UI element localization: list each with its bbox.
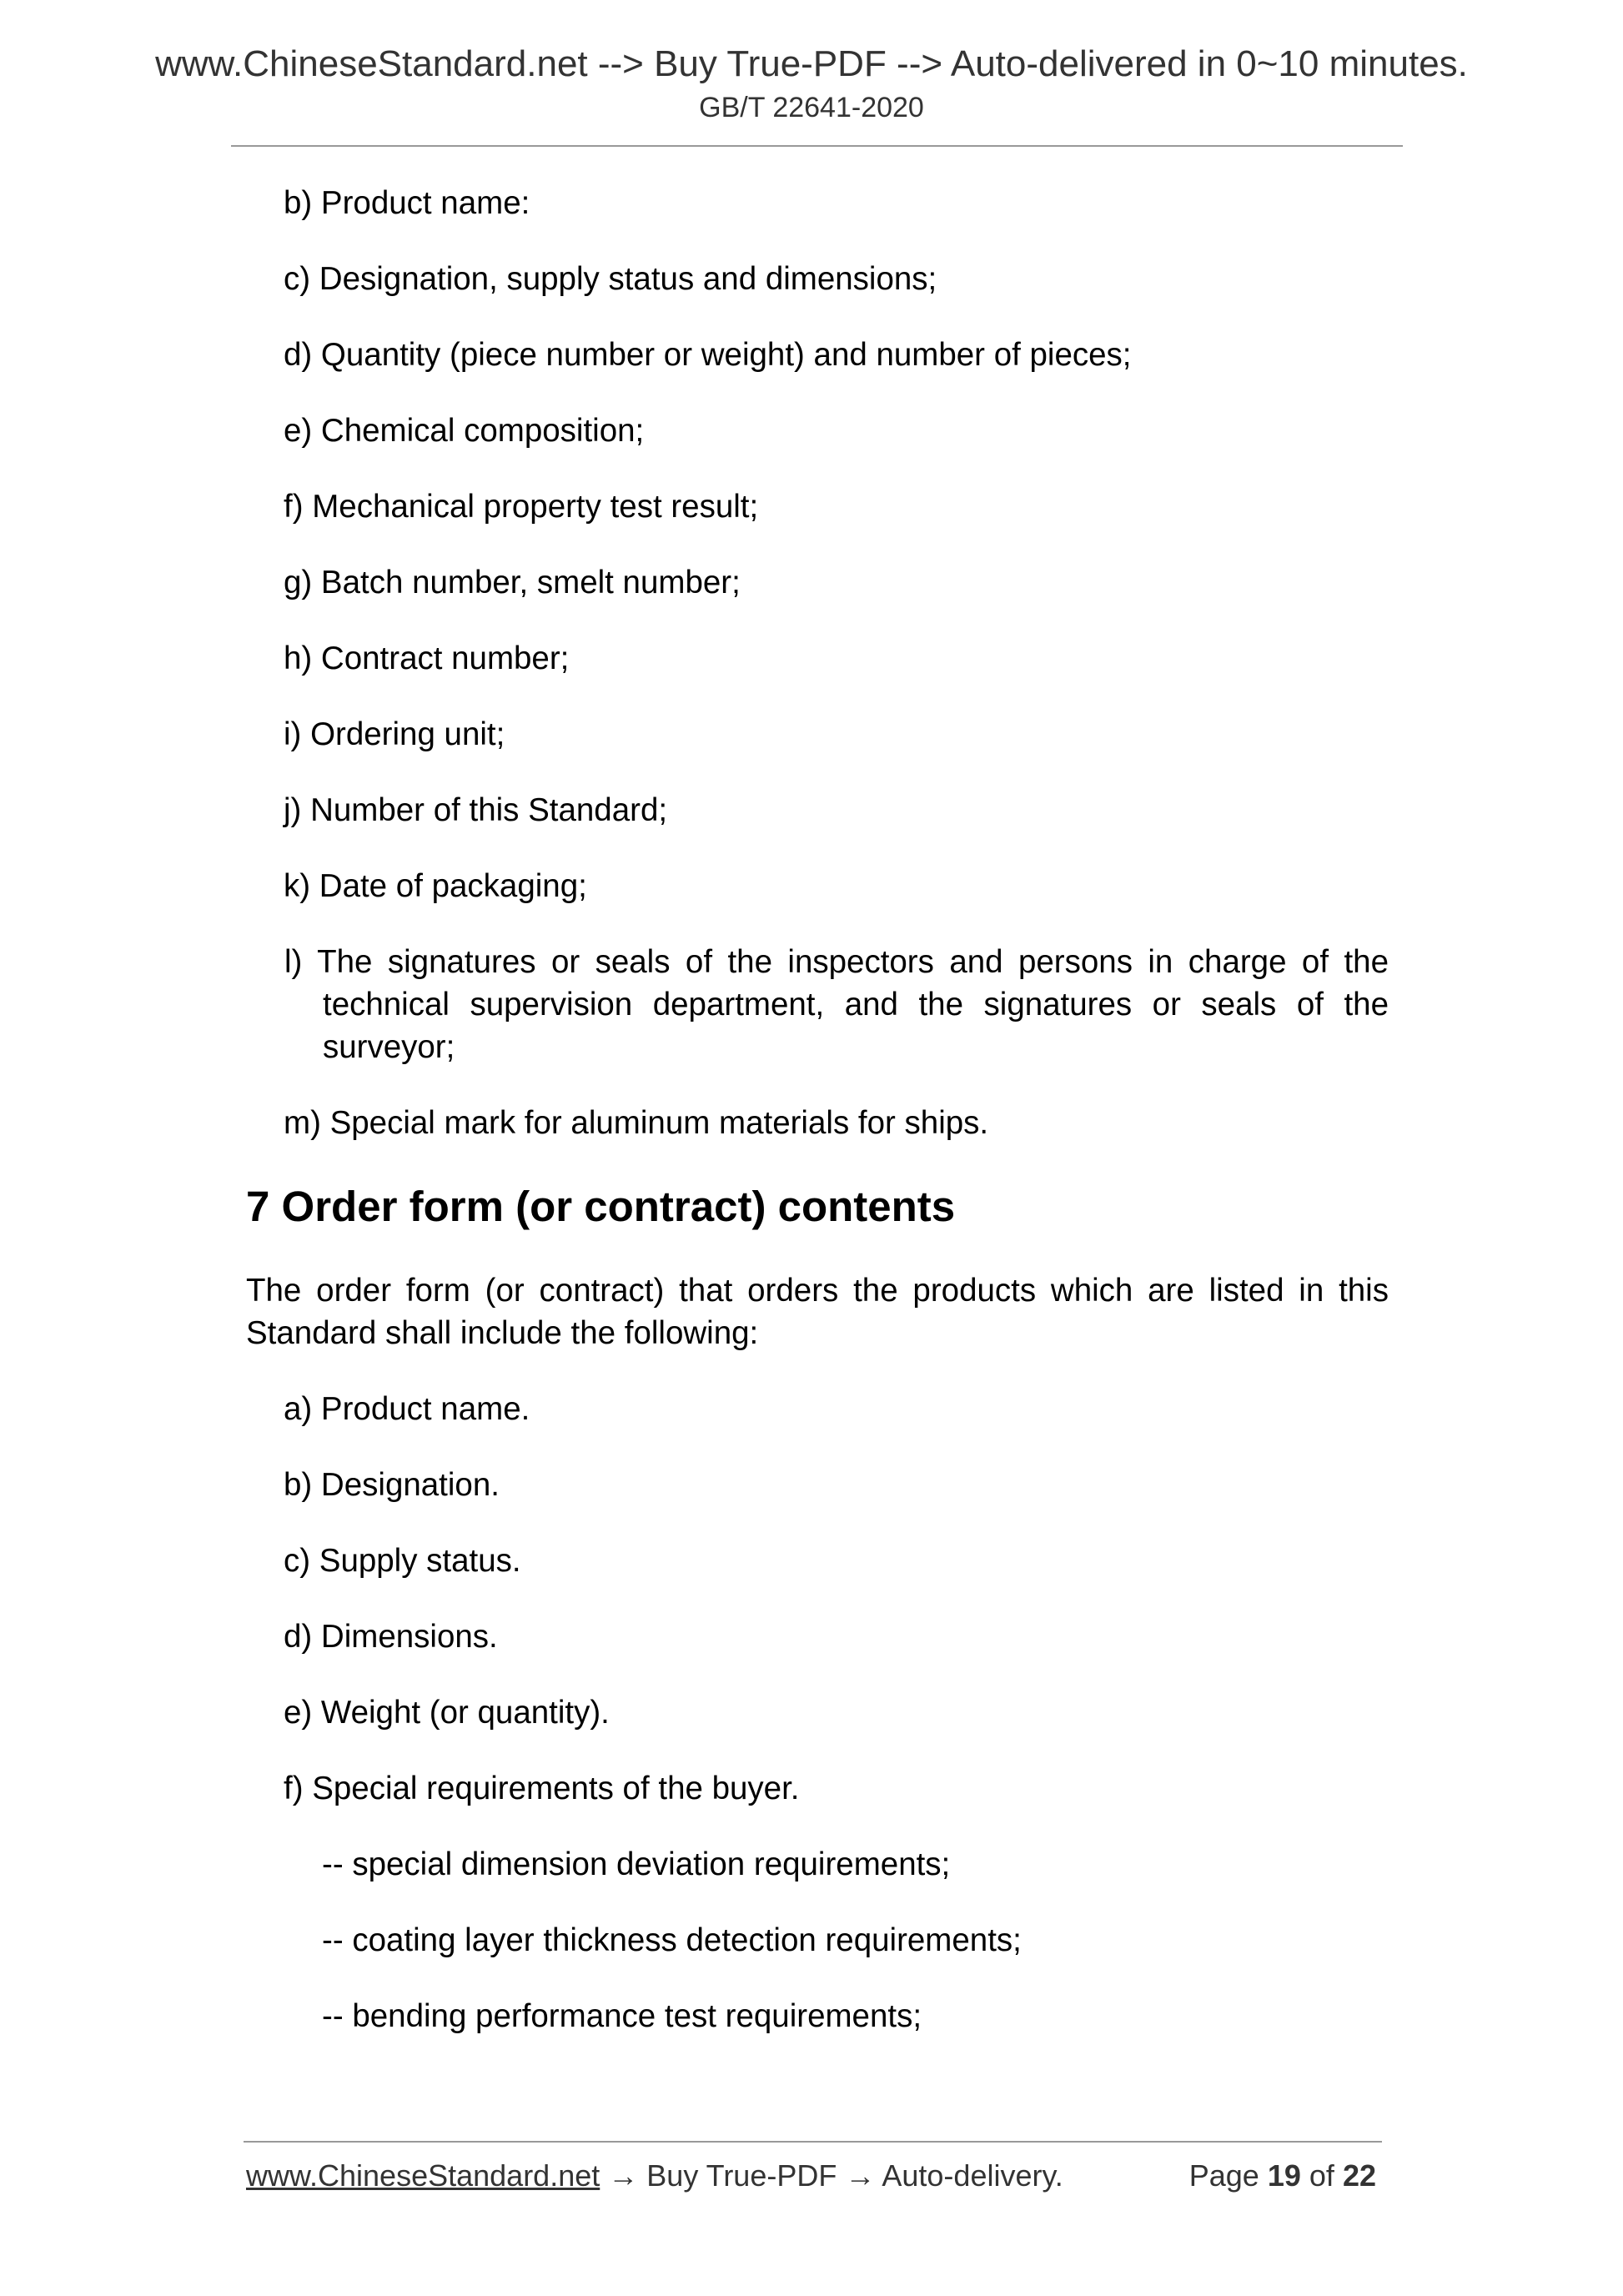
- list-item: b) Product name:: [284, 185, 530, 221]
- page-current: 19: [1267, 2158, 1301, 2193]
- footer-buy-text: Buy True-PDF: [646, 2158, 837, 2193]
- header-divider: [231, 145, 1403, 147]
- list-item: d) Quantity (piece number or weight) and number of pieces;: [284, 337, 1132, 373]
- page-of-label: of: [1309, 2158, 1334, 2193]
- page-label: Page: [1188, 2158, 1259, 2193]
- list-item: j) Number of this Standard;: [284, 792, 668, 828]
- list-item: k) Date of packaging;: [284, 868, 587, 904]
- list-item: c) Designation, supply status and dimensions;: [284, 261, 937, 297]
- page-content: [246, 167, 1389, 2037]
- page-total: 22: [1342, 2158, 1376, 2193]
- document-code: GB/T 22641-2020: [699, 92, 924, 123]
- list-item: e) Chemical composition;: [284, 413, 645, 449]
- section-heading: 7 Order form (or contract) contents: [246, 1183, 956, 1230]
- page-indicator: [1189, 2158, 1376, 2193]
- list-item: f) Special requirements of the buyer.: [284, 1771, 800, 1806]
- footer-divider: [244, 2141, 1382, 2143]
- list-item: a) Product name.: [284, 1391, 530, 1427]
- list-item: f) Mechanical property test result;: [284, 489, 759, 525]
- list-item: m) Special mark for aluminum materials for ships.: [284, 1105, 989, 1141]
- list-item: l) The signatures or seals of the inspectors and persons in charge of the technical supervision department, and the signatures or seals of the surveyor;: [284, 944, 1389, 1065]
- list-item: g) Batch number, smelt number;: [284, 565, 741, 600]
- section-intro: The order form (or contract) that orders the products which are listed in this Standard shall include the following:: [246, 1273, 1389, 1351]
- list-item: i) Ordering unit;: [284, 716, 505, 752]
- footer: [246, 2158, 1384, 2193]
- list-item: b) Designation.: [284, 1467, 500, 1503]
- arrow-right-icon: →: [845, 2158, 876, 2193]
- list-item: e) Weight (or quantity).: [284, 1695, 610, 1731]
- footer-site-link[interactable]: www.ChineseStandard.net: [246, 2158, 600, 2193]
- list-item: h) Contract number;: [284, 641, 570, 676]
- arrow-right-icon: →: [608, 2158, 639, 2193]
- sub-list-item: -- bending performance test requirements;: [322, 1998, 922, 2034]
- header-banner: www.ChineseStandard.net --> Buy True-PDF --> Auto-delivered in 0~10 minutes.: [155, 43, 1468, 84]
- sub-list-item: -- coating layer thickness detection requirements;: [322, 1922, 1022, 1958]
- list-item: c) Supply status.: [284, 1543, 521, 1579]
- footer-delivery-text: Auto-delivery.: [882, 2158, 1063, 2193]
- list-item: d) Dimensions.: [284, 1619, 498, 1655]
- sub-list-item: -- special dimension deviation requirements;: [322, 1846, 951, 1882]
